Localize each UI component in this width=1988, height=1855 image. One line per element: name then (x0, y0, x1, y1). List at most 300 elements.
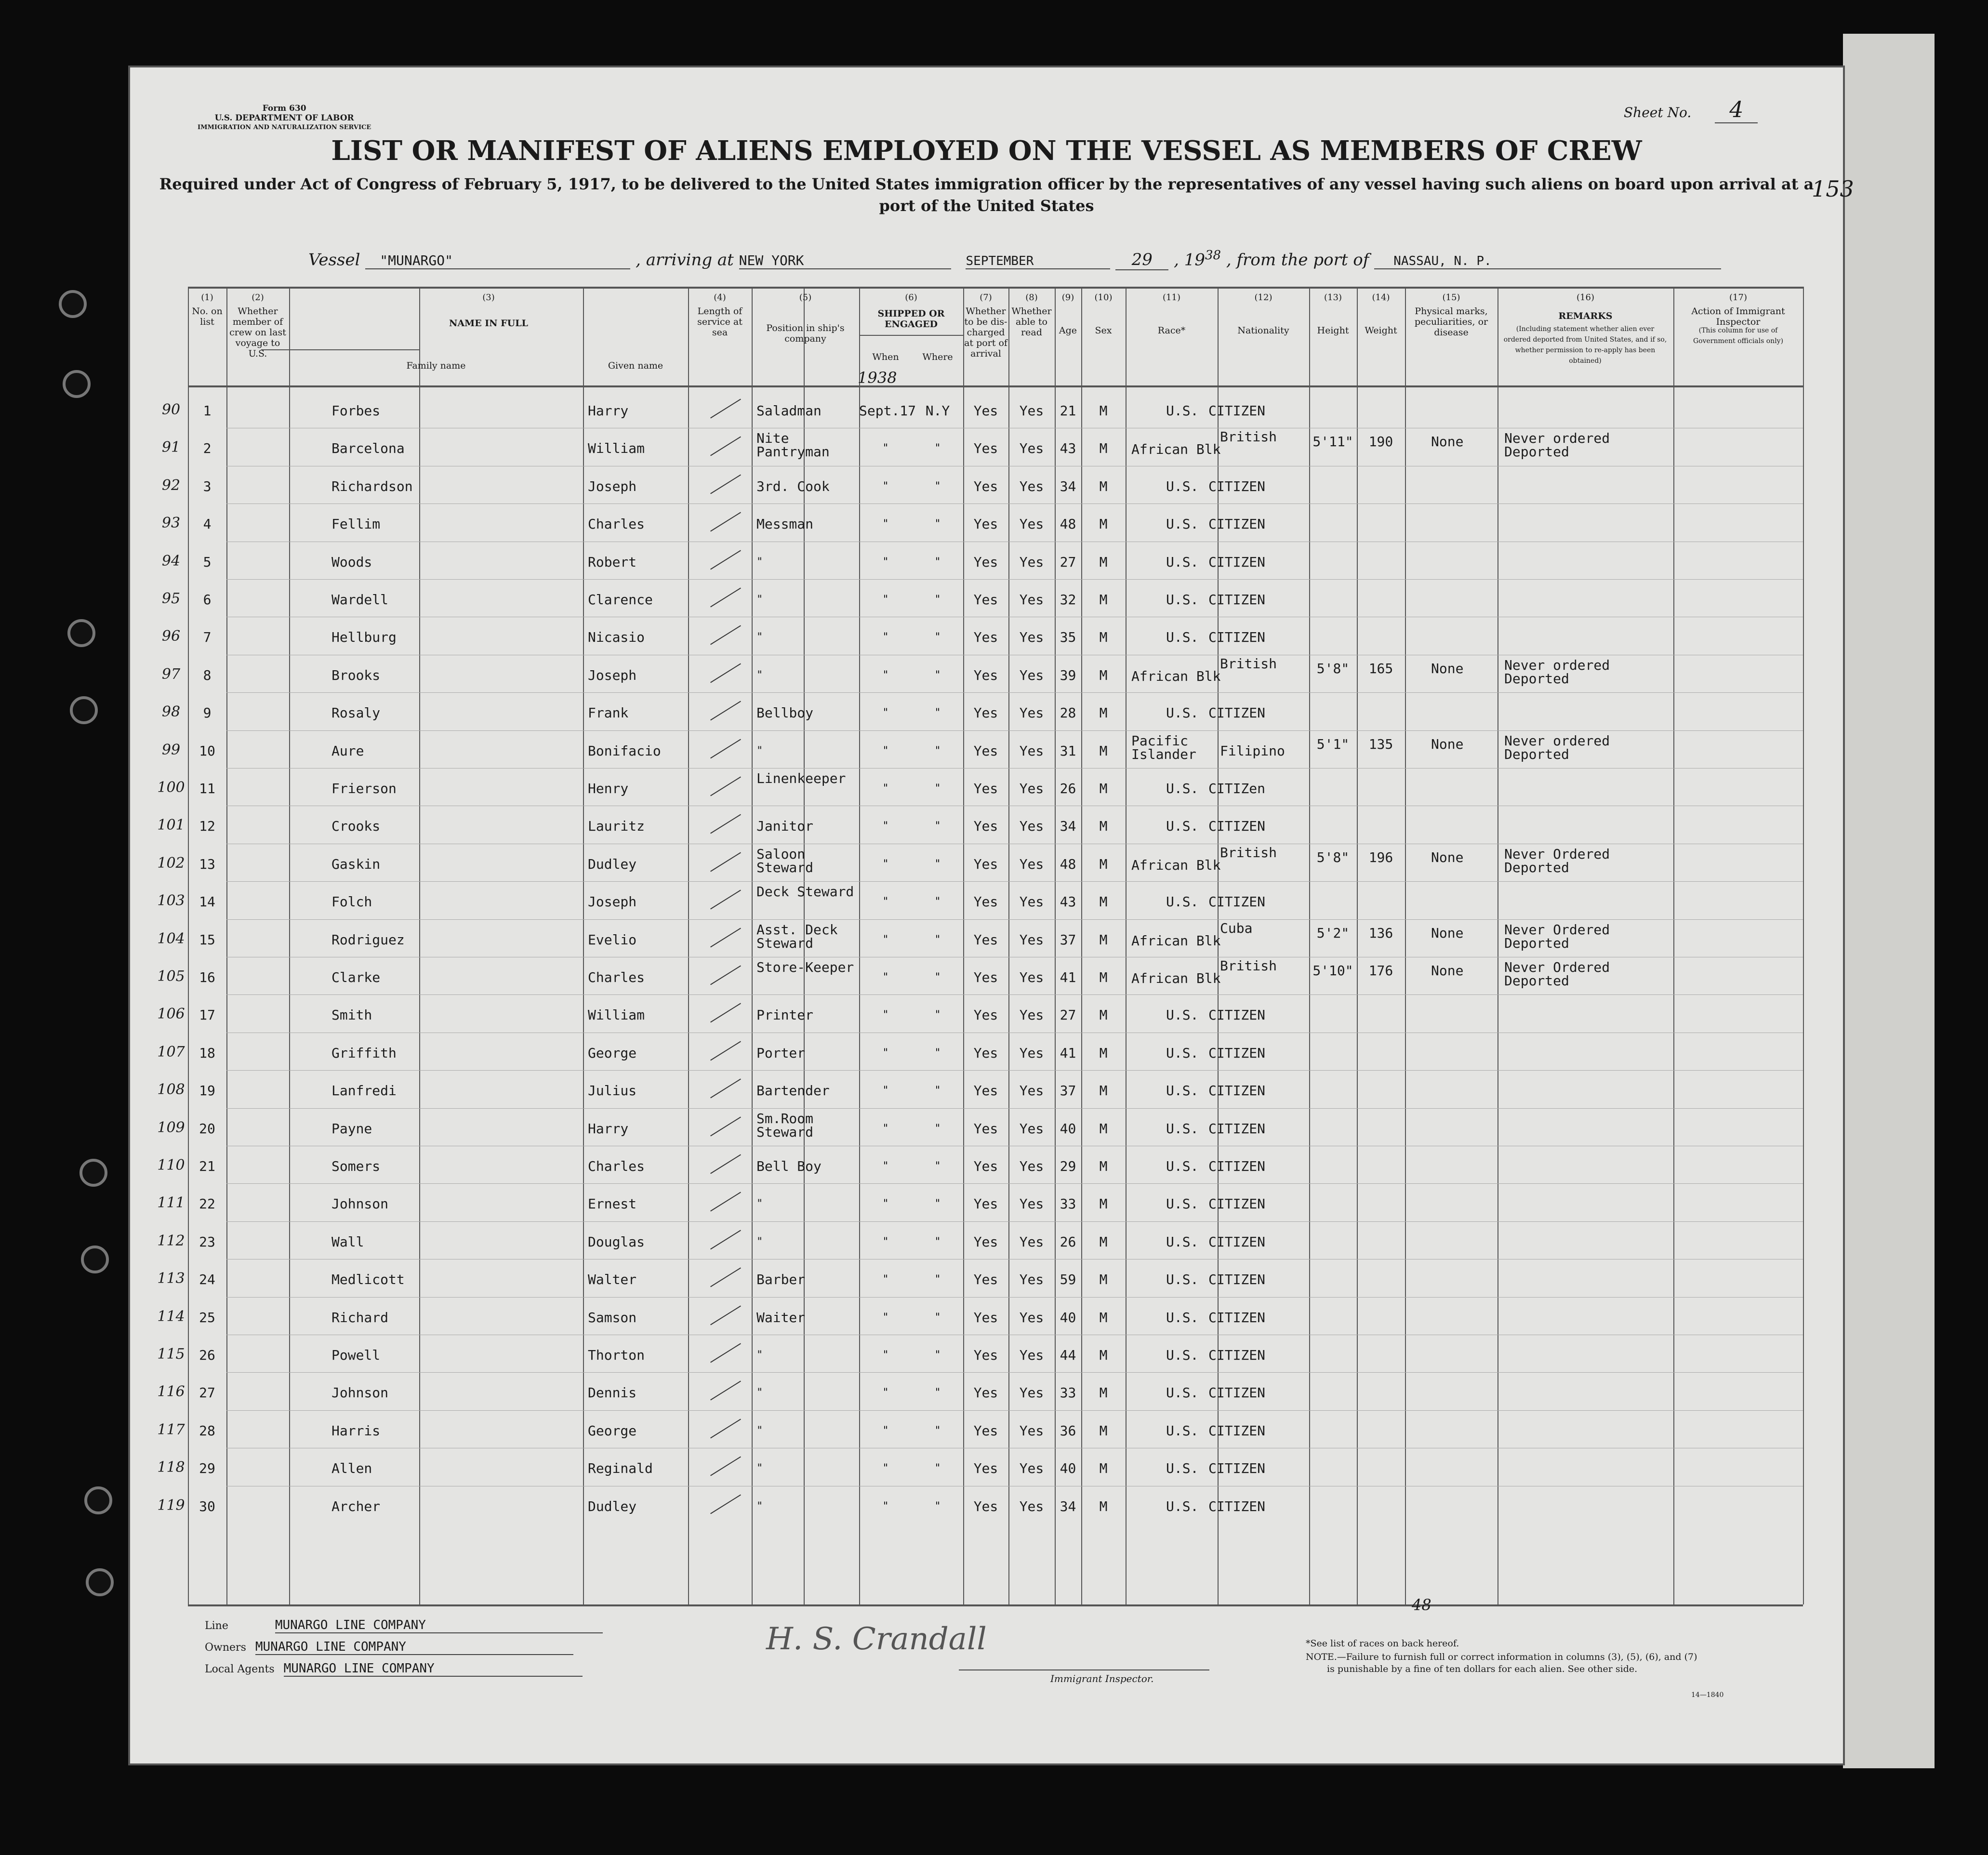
discharged: Yes (973, 1007, 998, 1023)
column-number-physical-marks: (15) (1442, 292, 1460, 303)
given-name: Charles (588, 1158, 645, 1174)
able-to-read: Yes (1019, 1007, 1044, 1023)
shipped-when: " (882, 1047, 889, 1059)
shipped-where: " (934, 1085, 941, 1097)
margin-number: 100 (157, 779, 185, 796)
sex: M (1099, 894, 1108, 910)
row-number: 6 (203, 592, 212, 608)
race: U.S. (1166, 1158, 1199, 1174)
remarks: Never Ordered Deported (1504, 846, 1610, 875)
family-name: Clarke (331, 969, 381, 985)
family-name: Smith (331, 1007, 372, 1023)
position: Linenkeeper (756, 770, 846, 786)
position: Sm.Room Steward (756, 1110, 814, 1140)
family-name: Richardson (331, 478, 413, 494)
shipped-when: " (882, 631, 889, 644)
margin-number: 101 (157, 817, 185, 834)
check-mark (710, 814, 741, 834)
position: " (756, 1424, 763, 1437)
shipped-when: " (882, 1462, 889, 1475)
discharged: Yes (973, 403, 998, 419)
discharged: Yes (973, 856, 998, 872)
row-number: 1 (203, 403, 212, 419)
physical-marks: None (1431, 849, 1464, 865)
age: 29 (1060, 1158, 1076, 1174)
given-name: Lauritz (588, 818, 645, 835)
given-name: Nicasio (588, 629, 645, 646)
sex: M (1099, 1233, 1108, 1250)
row-rule (226, 881, 1803, 882)
binder-hole (67, 619, 95, 647)
vessel-name: "MUNARGO" (365, 252, 630, 269)
able-to-read: Yes (1019, 1158, 1044, 1174)
physical-marks: None (1431, 434, 1464, 450)
shipped-where: " (934, 1198, 941, 1210)
able-to-read: Yes (1019, 440, 1044, 457)
discharged: Yes (973, 1120, 998, 1137)
row-rule (226, 1297, 1803, 1298)
weight: 136 (1368, 925, 1393, 941)
row-number: 5 (203, 554, 212, 570)
nationality: CITIZEN (1208, 1309, 1266, 1325)
family-name: Harris (331, 1422, 381, 1439)
row-number: 16 (199, 969, 215, 985)
position: Bartender (756, 1083, 830, 1099)
page-subtitle: Required under Act of Congress of February 5, 1917, to be delivered to the United States immigration officer by the representatives of any vessel having such aliens on board upon arrival at a (159, 175, 1814, 193)
age: 43 (1060, 894, 1076, 910)
row-rule (226, 994, 1803, 995)
nationality: CITIZEN (1208, 1158, 1266, 1174)
given-name: Bonifacio (588, 742, 661, 759)
sex: M (1099, 554, 1108, 570)
binder-hole (59, 290, 87, 318)
column-rule (419, 287, 420, 1604)
binder-hole (84, 1486, 112, 1514)
race: U.S. (1166, 1045, 1199, 1061)
family-name: Griffith (331, 1045, 397, 1061)
age: 32 (1060, 592, 1076, 608)
age: 48 (1060, 856, 1076, 872)
column-header-remarks: REMARKS (1558, 311, 1613, 321)
age: 37 (1060, 931, 1076, 948)
column-number-shipped-or-engaged: (6) (905, 292, 917, 303)
remarks: Never Ordered Deported (1504, 921, 1610, 951)
arrival-day: 29 (1115, 250, 1168, 270)
margin-number: 103 (157, 892, 185, 910)
column-number-name-in-full: (3) (482, 292, 495, 303)
nationality: CITIZEN (1208, 403, 1266, 419)
able-to-read: Yes (1019, 1272, 1044, 1288)
nationality: CITIZEN (1208, 629, 1266, 646)
race: African Blk (1131, 668, 1221, 684)
margin-number: 110 (157, 1157, 185, 1174)
able-to-read: Yes (1019, 516, 1044, 532)
row-number: 9 (203, 705, 212, 721)
line-label: Line (205, 1620, 228, 1632)
shipped-when: " (882, 1235, 889, 1248)
margin-number: 119 (157, 1497, 185, 1514)
position: " (756, 594, 763, 606)
sex: M (1099, 440, 1108, 457)
race: U.S. (1166, 1272, 1199, 1288)
family-name: Johnson (331, 1196, 389, 1212)
sex: M (1099, 1045, 1108, 1061)
physical-marks: None (1431, 736, 1464, 752)
age: 27 (1060, 1007, 1076, 1023)
shipped-when: " (882, 1009, 889, 1021)
shipped-when: " (882, 896, 889, 908)
discharged: Yes (973, 667, 998, 683)
discharged: Yes (973, 1158, 998, 1174)
shipped-when: " (882, 669, 889, 681)
column-header-able-to-read: Whether able to read (1011, 306, 1052, 338)
age: 36 (1060, 1422, 1076, 1439)
row-number: 29 (199, 1460, 215, 1477)
row-number: 27 (199, 1385, 215, 1401)
nationality: CITIZEN (1208, 818, 1266, 835)
agents-value: MUNARGO LINE COMPANY (284, 1661, 583, 1677)
column-number-position: (5) (799, 292, 812, 303)
sex: M (1099, 1007, 1108, 1023)
shipped-when: " (882, 518, 889, 530)
discharged: Yes (973, 478, 998, 494)
nationality: CITIZEN (1208, 1347, 1266, 1363)
given-name: Dudley (588, 856, 637, 872)
column-header-nationality: Nationality (1237, 325, 1289, 336)
shipped-where: " (934, 594, 941, 606)
column-number-nationality: (12) (1254, 292, 1272, 303)
age: 40 (1060, 1120, 1076, 1137)
age: 31 (1060, 742, 1076, 759)
weight: 190 (1368, 434, 1393, 450)
age: 39 (1060, 667, 1076, 683)
able-to-read: Yes (1019, 554, 1044, 570)
row-number: 25 (199, 1309, 215, 1325)
nationality: CITIZEN (1208, 592, 1266, 608)
shipped-where: " (934, 1009, 941, 1021)
able-to-read: Yes (1019, 818, 1044, 835)
sex: M (1099, 1158, 1108, 1174)
age: 48 (1060, 516, 1076, 532)
shipped-where: " (934, 556, 941, 568)
column-header-sex: Sex (1095, 325, 1112, 336)
column-rule (1357, 287, 1358, 1604)
nationality: British (1220, 958, 1277, 974)
margin-number: 113 (157, 1270, 185, 1287)
from-label: , from the port of (1226, 250, 1369, 270)
row-number: 2 (203, 440, 212, 457)
nationality: CITIZEN (1208, 1460, 1266, 1477)
family-name: Richard (331, 1309, 389, 1325)
position: Printer (756, 1007, 814, 1023)
able-to-read: Yes (1019, 667, 1044, 683)
shipped-when: " (882, 594, 889, 606)
line-row (205, 1618, 603, 1633)
shipped-where: " (934, 442, 941, 455)
position: Store-Keeper (756, 959, 854, 975)
margin-number: 111 (157, 1194, 185, 1212)
nationality: CITIZEN (1208, 1422, 1266, 1439)
check-mark (710, 1192, 741, 1212)
age: 34 (1060, 818, 1076, 835)
check-mark (710, 437, 741, 456)
column-number-length-of-service: (4) (714, 292, 726, 303)
nationality: Filipino (1220, 742, 1285, 759)
family-name: Rodriguez (331, 931, 405, 948)
print-code: 14—1840 (1691, 1691, 1724, 1699)
able-to-read: Yes (1019, 1309, 1044, 1325)
race: U.S. (1166, 1498, 1199, 1514)
margin-number: 97 (161, 665, 181, 683)
discharged: Yes (973, 931, 998, 948)
sex: M (1099, 1120, 1108, 1137)
check-mark (710, 474, 741, 494)
row-rule (226, 1070, 1803, 1071)
race: U.S. (1166, 1347, 1199, 1363)
column-number-weight: (14) (1372, 292, 1390, 303)
row-number: 22 (199, 1196, 215, 1212)
column-rule (688, 287, 689, 1604)
shipped-when: " (882, 858, 889, 870)
given-name: William (588, 440, 645, 457)
discharged: Yes (973, 554, 998, 570)
margin-number: 114 (157, 1308, 185, 1325)
shipped-where: " (934, 1349, 941, 1361)
given-name: Harry (588, 403, 629, 419)
shipped-when: " (882, 1424, 889, 1437)
binder-hole (80, 1159, 107, 1187)
row-rule (188, 287, 1803, 289)
shipped-when: " (882, 744, 889, 757)
age: 34 (1060, 1498, 1076, 1514)
shipped-where: " (934, 933, 941, 946)
sheet-number (1624, 96, 1758, 122)
check-mark (710, 1343, 741, 1363)
shipped-where: " (934, 1500, 941, 1512)
column-rule (1673, 287, 1674, 1604)
column-header-last-voyage: Whether member of crew on last voyage to U.S. (229, 306, 286, 359)
service-name: IMMIGRATION AND NATURALIZATION SERVICE (198, 124, 371, 131)
sex: M (1099, 1309, 1108, 1325)
nationality: CITIZEN (1208, 894, 1266, 910)
column-rule (752, 287, 753, 1604)
shipped-where: " (934, 971, 941, 983)
row-number: 26 (199, 1347, 215, 1363)
able-to-read: Yes (1019, 1233, 1044, 1250)
shipped-when: " (882, 1160, 889, 1172)
discharged: Yes (973, 592, 998, 608)
column-number-height: (13) (1324, 292, 1342, 303)
sex: M (1099, 403, 1108, 419)
remarks-note: (Including statement whether alien ever ordered deported from United States, and if so, whether permission to re-apply has been obtained) (1503, 325, 1667, 365)
position: Bellboy (756, 705, 814, 721)
family-name-header: Family name (406, 360, 466, 371)
shipped-where: N.Y (925, 403, 950, 419)
shipped-where: " (934, 480, 941, 492)
discharged: Yes (973, 516, 998, 532)
sex: M (1099, 969, 1108, 985)
family-name: Powell (331, 1347, 381, 1363)
check-mark (710, 1268, 741, 1287)
races-note: *See list of races on back hereof. (1306, 1638, 1459, 1649)
column-header-discharged: Whether to be dis-charged at port of arrival (964, 306, 1007, 359)
column-number-race: (11) (1163, 292, 1180, 303)
shipped-when: " (882, 1122, 889, 1135)
shipped-where: " (934, 1424, 941, 1437)
shipped-when: " (882, 971, 889, 983)
remarks: Never Ordered Deported (1504, 959, 1610, 989)
position: Bell Boy (756, 1158, 822, 1174)
check-mark (710, 550, 741, 570)
where-header: Where (922, 352, 953, 362)
age: 40 (1060, 1460, 1076, 1477)
sex: M (1099, 705, 1108, 721)
position: " (756, 631, 763, 644)
nationality: CITIZEN (1208, 1007, 1266, 1023)
shipped-where: " (934, 669, 941, 681)
shipped-where: " (934, 1122, 941, 1135)
discharged: Yes (973, 629, 998, 646)
given-name: George (588, 1422, 637, 1439)
shipped-when: " (882, 556, 889, 568)
page-subtitle-line2: port of the United States (879, 197, 1094, 215)
nationality: British (1220, 429, 1277, 445)
check-mark (710, 1003, 741, 1023)
inspector-signature: H. S. Crandall (766, 1621, 987, 1657)
check-mark (710, 1041, 741, 1060)
shipped-when: " (882, 1387, 889, 1399)
row-number: 15 (199, 931, 215, 948)
column-rule (1309, 287, 1310, 1604)
given-name: Thorton (588, 1347, 645, 1363)
able-to-read: Yes (1019, 705, 1044, 721)
fine-note-line2: is punishable by a fine of ten dollars for each alien. See other side. (1327, 1664, 1638, 1674)
column-number-discharged: (7) (980, 292, 992, 303)
race: U.S. (1166, 554, 1199, 570)
family-name: Somers (331, 1158, 381, 1174)
column-header-name-in-full: NAME IN FULL (449, 318, 528, 329)
check-mark (710, 1381, 741, 1401)
underlying-page (1843, 34, 1935, 1768)
column-header-shipped-or-engaged: SHIPPED OR ENGAGED (877, 308, 945, 330)
able-to-read: Yes (1019, 1460, 1044, 1477)
check-mark (710, 1494, 741, 1514)
remarks: Never ordered Deported (1504, 657, 1610, 687)
check-mark (710, 890, 741, 910)
check-mark (710, 1305, 741, 1325)
given-name: Joseph (588, 478, 637, 494)
given-name: Julius (588, 1083, 637, 1099)
column-number-remarks: (16) (1577, 292, 1594, 303)
sex: M (1099, 1460, 1108, 1477)
check-mark (710, 1079, 741, 1099)
shipped-where: " (934, 518, 941, 530)
check-mark (710, 928, 741, 947)
family-name: Crooks (331, 818, 381, 835)
sex: M (1099, 1083, 1108, 1099)
column-header-race: Race* (1157, 325, 1186, 336)
age: 41 (1060, 969, 1076, 985)
binder-hole (81, 1246, 109, 1273)
discharged: Yes (973, 440, 998, 457)
age: 26 (1060, 1233, 1076, 1250)
shipped-when: " (882, 1198, 889, 1210)
given-name: Samson (588, 1309, 637, 1325)
able-to-read: Yes (1019, 931, 1044, 948)
year-note: 1938 (858, 369, 897, 387)
row-number: 18 (199, 1045, 215, 1061)
family-name: Frierson (331, 781, 397, 796)
able-to-read: Yes (1019, 629, 1044, 646)
given-name: Ernest (588, 1196, 637, 1212)
margin-number: 93 (161, 515, 181, 532)
able-to-read: Yes (1019, 1422, 1044, 1439)
able-to-read: Yes (1019, 969, 1044, 985)
column-header-length-of-service: Length of service at sea (697, 306, 742, 338)
position: " (756, 1500, 763, 1512)
position: Saladman (756, 403, 822, 419)
check-mark (710, 1230, 741, 1249)
able-to-read: Yes (1019, 1347, 1044, 1363)
shipped-when: " (882, 707, 889, 719)
family-name: Folch (331, 894, 372, 910)
family-name: Brooks (331, 667, 381, 683)
age: 28 (1060, 705, 1076, 721)
check-mark (710, 663, 741, 683)
sex: M (1099, 592, 1108, 608)
margin-number: 106 (157, 1006, 185, 1023)
height: 5'11" (1312, 434, 1353, 450)
able-to-read: Yes (1019, 592, 1044, 608)
sex: M (1099, 856, 1108, 872)
race: U.S. (1166, 1120, 1199, 1137)
departure-port: NASSAU, N. P. (1374, 254, 1721, 269)
row-number: 14 (199, 894, 215, 910)
family-name: Payne (331, 1120, 372, 1137)
age: 33 (1060, 1385, 1076, 1401)
shipped-where: " (934, 896, 941, 908)
row-rule (859, 335, 963, 336)
year-prefix: , 19 (1174, 250, 1205, 270)
discharged: Yes (973, 1309, 998, 1325)
given-name-header: Given name (608, 360, 663, 371)
agents-label: Local Agents (205, 1663, 275, 1675)
family-name: Johnson (331, 1385, 389, 1401)
able-to-read: Yes (1019, 478, 1044, 494)
arriving-label: , arriving at (636, 250, 734, 270)
vessel-line (308, 248, 1721, 270)
row-rule (226, 1221, 1803, 1222)
shipped-where: " (934, 631, 941, 644)
given-name: Dudley (588, 1498, 637, 1514)
department-name: U.S. DEPARTMENT OF LABOR (214, 113, 354, 123)
margin-mark: 48 (1412, 1596, 1431, 1614)
nationality: CITIZEN (1208, 1120, 1266, 1137)
discharged: Yes (973, 705, 998, 721)
sex: M (1099, 516, 1108, 532)
agents-row (205, 1661, 583, 1677)
nationality: CITIZEN (1208, 516, 1266, 532)
family-name: Allen (331, 1460, 372, 1477)
shipped-when: " (882, 820, 889, 833)
position: Nite Pantryman (756, 430, 830, 460)
physical-marks: None (1431, 963, 1464, 979)
given-name: Douglas (588, 1233, 645, 1250)
nationality: Cuba (1220, 920, 1253, 936)
able-to-read: Yes (1019, 742, 1044, 759)
race: U.S. (1166, 1083, 1199, 1099)
owners-row (205, 1640, 573, 1655)
